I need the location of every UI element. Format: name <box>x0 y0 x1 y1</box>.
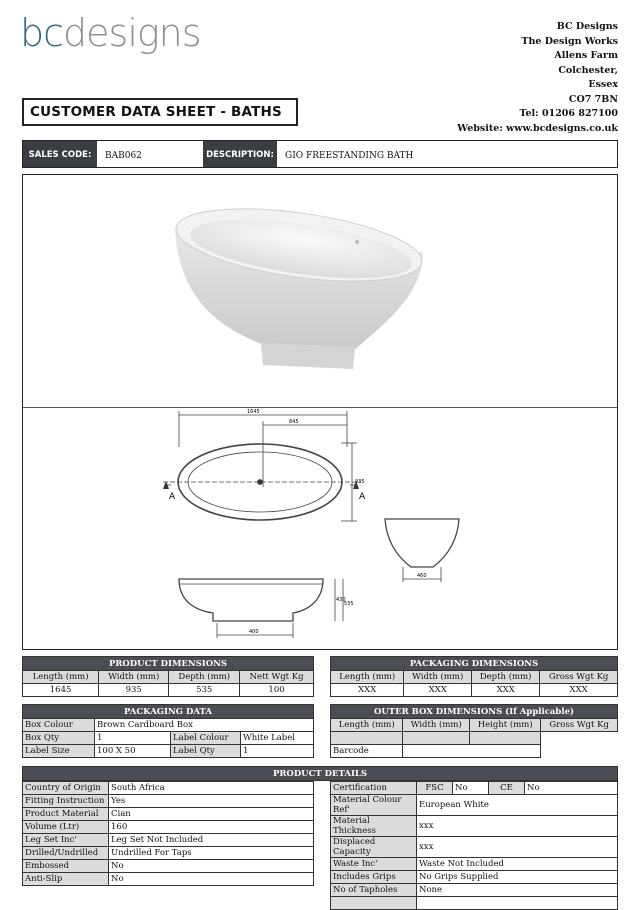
dim-half-label: 845 <box>289 419 299 425</box>
table-cell: 935 <box>99 684 169 697</box>
field-label: Box Qty <box>23 732 95 745</box>
packaging-dimensions-title: PACKAGING DIMENSIONS <box>331 657 618 671</box>
technical-drawing <box>23 407 619 651</box>
field-value: No <box>109 860 314 873</box>
telephone: Tel: 01206 827100 <box>519 108 618 119</box>
table-cell: XXX <box>331 684 404 697</box>
table-cell: 535 <box>169 684 240 697</box>
field-label: Volume (Ltr) <box>23 821 109 834</box>
field-label: Waste Inc' <box>331 858 417 871</box>
table-cell: XXX <box>404 684 472 697</box>
table-cell: XXX <box>540 684 618 697</box>
description-value: GIO FREESTANDING BATH <box>285 151 414 161</box>
field-label: Drilled/Undrilled <box>23 847 109 860</box>
field-label <box>331 897 417 910</box>
table-header: Height (mm) <box>470 719 541 732</box>
field-value: Undrilled For Taps <box>109 847 314 860</box>
table-header: Length (mm) <box>331 719 403 732</box>
code-bar <box>22 140 618 168</box>
packaging-dimensions-table <box>330 656 618 697</box>
table-header: Width (mm) <box>403 719 470 732</box>
field-value: No <box>453 782 489 795</box>
sheet-title: CUSTOMER DATA SHEET - BATHS <box>22 98 298 126</box>
bc-designs-logo: bcdesigns <box>20 11 201 55</box>
table-header: Length (mm) <box>331 671 404 684</box>
table-header: Width (mm) <box>99 671 169 684</box>
company-name: BC Designs <box>556 21 618 32</box>
field-label: Includes Grips <box>331 871 417 884</box>
table-cell: XXX <box>472 684 540 697</box>
product-dimensions-table <box>22 656 314 697</box>
table-header: Depth (mm) <box>472 671 540 684</box>
product-details-right <box>330 781 618 910</box>
website: Website: www.bcdesigns.co.uk <box>457 122 618 134</box>
barcode-value <box>403 745 541 758</box>
product-details-title-bar <box>22 766 618 781</box>
field-label: Product Material <box>23 808 109 821</box>
field-value: Leg Set Not Included <box>109 834 314 847</box>
field-label: Material Thickness <box>331 816 417 837</box>
product-dimensions-title: PRODUCT DIMENSIONS <box>23 657 314 671</box>
field-label: Leg Set Inc' <box>23 834 109 847</box>
field-label: Embossed <box>23 860 109 873</box>
field-value: None <box>417 884 618 897</box>
field-label: FSC <box>417 782 453 795</box>
field-value: 1 <box>241 745 314 758</box>
table-cell <box>541 732 618 745</box>
field-label: Displaced Capacity <box>331 837 417 858</box>
field-value: No Grips Supplied <box>417 871 618 884</box>
field-value: South Africa <box>109 782 314 795</box>
field-value: No <box>109 873 314 886</box>
address-line: The Design Works <box>521 35 618 47</box>
field-value: European White <box>417 795 618 816</box>
field-value: Cian <box>109 808 314 821</box>
outer-box-title: OUTER BOX DIMENSIONS (If Applicable) <box>331 705 618 719</box>
field-label: Material Colour Ref' <box>331 795 417 816</box>
table-header: Length (mm) <box>23 671 99 684</box>
table-cell: 1645 <box>23 684 99 697</box>
table-header: Depth (mm) <box>169 671 240 684</box>
section-a-right: A <box>359 492 366 502</box>
description-label: DESCRIPTION: <box>203 141 277 167</box>
dim-height-a-label: 430 <box>336 597 346 603</box>
dim-height-b-label: 535 <box>344 601 354 607</box>
product-image-panel <box>22 174 618 650</box>
field-label: Fitting Instruction <box>23 795 109 808</box>
field-value: No <box>525 782 618 795</box>
packaging-data-table <box>22 704 314 758</box>
sales-code-label: SALES CODE: <box>23 141 97 167</box>
table-cell <box>470 732 541 745</box>
field-value: Brown Cardboard Box <box>95 719 314 732</box>
table-header: Nett Wgt Kg <box>240 671 314 684</box>
section-a-left: A <box>169 492 176 502</box>
outer-box-table <box>330 704 618 758</box>
field-value <box>417 897 618 910</box>
field-label: CE <box>489 782 525 795</box>
field-label: Certification <box>331 782 417 795</box>
table-cell: 100 <box>240 684 314 697</box>
sales-code-value: BAB062 <box>105 151 142 161</box>
address-line: Colchester, <box>558 64 618 76</box>
field-value: 100 X 50 <box>95 745 171 758</box>
dim-foot-bottom-label: 400 <box>249 629 259 635</box>
field-value: Yes <box>109 795 314 808</box>
bath-photo <box>23 175 619 407</box>
barcode-label: Barcode <box>331 745 403 758</box>
field-label: Anti-Slip <box>23 873 109 886</box>
address-line: Allens Farm <box>554 50 618 61</box>
table-header: Gross Wgt Kg <box>540 671 618 684</box>
field-label: Label Qty <box>171 745 241 758</box>
field-value: Waste Not Included <box>417 858 618 871</box>
dim-depth-label: 935 <box>355 479 365 485</box>
dim-foot-top-label: 460 <box>417 573 427 579</box>
packaging-data-title: PACKAGING DATA <box>23 705 314 719</box>
field-value: xxx <box>417 816 618 837</box>
dim-length-label: 1645 <box>247 409 260 415</box>
company-address <box>457 20 618 136</box>
table-cell <box>331 732 403 745</box>
field-label: No of Tapholes <box>331 884 417 897</box>
product-details-left <box>22 781 314 886</box>
address-line: CO7 7BN <box>568 93 618 105</box>
table-header: Width (mm) <box>404 671 472 684</box>
table-cell <box>403 732 470 745</box>
table-header: Gross Wgt Kg <box>541 719 618 732</box>
address-line: Essex <box>588 79 618 90</box>
field-label: Box Colour <box>23 719 95 732</box>
field-label: Label Size <box>23 745 95 758</box>
field-value: xxx <box>417 837 618 858</box>
field-value: 160 <box>109 821 314 834</box>
field-label: Label Colour <box>171 732 241 745</box>
field-value: White Label <box>241 732 314 745</box>
product-details-title: PRODUCT DETAILS <box>23 767 618 781</box>
field-value: 1 <box>95 732 171 745</box>
field-label: Country of Origin <box>23 782 109 795</box>
